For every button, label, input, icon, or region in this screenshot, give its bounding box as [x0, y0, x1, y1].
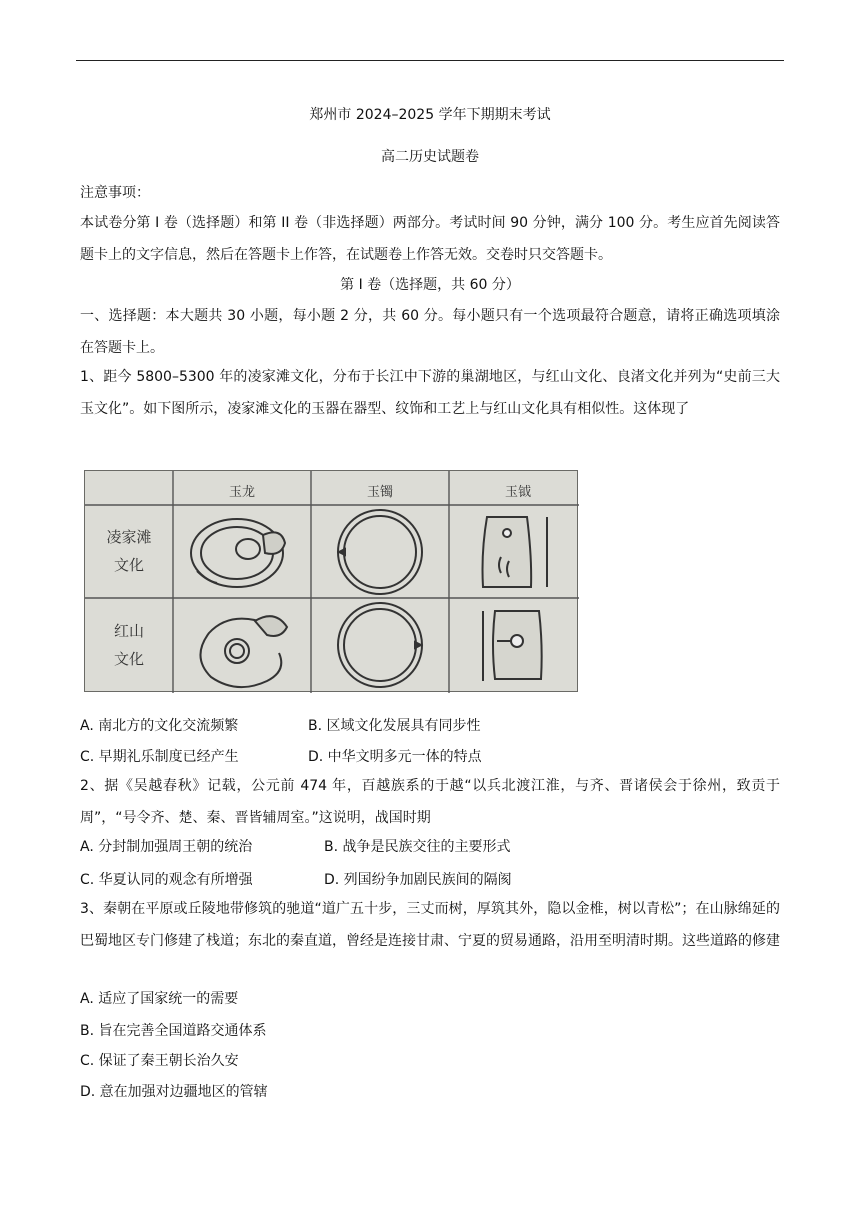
- q2-option-b: B. 战争是民族交往的主要形式: [324, 839, 511, 855]
- lingjiatan-jade-axe: [483, 517, 548, 587]
- q1-option-c: C. 早期礼乐制度已经产生: [80, 749, 239, 765]
- lingjiatan-jade-dragon: [191, 519, 285, 587]
- top-rule: [76, 60, 784, 61]
- q3-option-a: A. 适应了国家统一的需要: [80, 991, 239, 1007]
- q3-option-d: D. 意在加强对边疆地区的管辖: [80, 1084, 268, 1100]
- question-1-stem: 1、距今 5800–5300 年的凌家滩文化，分布于长江中下游的巢湖地区，与红山文化、良渚文化并列为“史前三大玉文化”。如下图所示，凌家滩文化的玉器在器型、纹饰和工艺上与红山文化具有相似性。这体现了: [80, 369, 780, 417]
- hongshan-jade-axe: [483, 611, 542, 681]
- q2-option-c: C. 华夏认同的观念有所增强: [80, 872, 253, 888]
- notice-heading: 注意事项：: [80, 185, 150, 201]
- figure-row-label-lingjiatan: [89, 523, 169, 579]
- question-3-stem: 3、秦朝在平原或丘陵地带修筑的驰道“道广五十步，三丈而树，厚筑其外，隐以金椎，树以青松”；在山脉绵延的巴蜀地区专门修建了栈道；东北的秦直道，曾经是连接甘肃、宁夏的贸易通路，沿用至明清时期。这些道路的修建: [80, 901, 780, 949]
- part1-title: 第 I 卷（选择题，共 60 分）: [340, 277, 520, 293]
- q2-option-d: D. 列国纷争加剧民族间的隔阂: [324, 872, 512, 888]
- jade-comparison-figure: [84, 470, 578, 692]
- hongshan-jade-dragon: [200, 616, 287, 687]
- row-label-line: 红山: [113, 622, 144, 640]
- row-label-line: 文化: [113, 650, 144, 668]
- exam-title: 郑州市 2024–2025 学年下期期末考试: [309, 107, 551, 123]
- row-label-line: 文化: [113, 556, 144, 574]
- q2-option-a: A. 分封制加强周王朝的统治: [80, 839, 253, 855]
- notice-text: 本试卷分第 I 卷（选择题）和第 II 卷（非选择题）两部分。考试时间 90 分钟，满分 100 分。考生应首先阅读答题卡上的文字信息，然后在答题卡上作答，在试题卷上作答无效。交卷时只交答题卡。: [80, 215, 780, 263]
- exam-subtitle: 高二历史试题卷: [381, 149, 479, 165]
- hongshan-jade-bracelet: [338, 603, 422, 687]
- lingjiatan-jade-bracelet: [338, 510, 422, 594]
- question-2-stem: 2、据《吴越春秋》记载，公元前 474 年，百越族系的于越“以兵北渡江淮，与齐、晋诸侯会于徐州，致贡于周”，“号令齐、楚、秦、晋皆辅周室。”这说明，战国时期: [80, 778, 780, 826]
- q1-option-d: D. 中华文明多元一体的特点: [308, 749, 482, 765]
- q3-option-c: C. 保证了秦王朝长治久安: [80, 1053, 239, 1069]
- q3-option-b: B. 旨在完善全国道路交通体系: [80, 1023, 267, 1039]
- q1-option-a: A. 南北方的文化交流频繁: [80, 718, 239, 734]
- q1-option-b: B. 区域文化发展具有同步性: [308, 718, 481, 734]
- section1-instructions: 一、选择题：本大题共 30 小题，每小题 2 分，共 60 分。每小题只有一个选项最符合题意，请将正确选项填涂在答题卡上。: [80, 308, 780, 356]
- figure-header-jade-dragon: 玉龙: [228, 485, 255, 500]
- figure-row-label-hongshan: [89, 617, 169, 673]
- figure-header-jade-bracelet: 玉镯: [366, 485, 393, 500]
- figure-header-jade-axe: 玉钺: [504, 485, 531, 500]
- row-label-line: 凌家滩: [106, 528, 152, 546]
